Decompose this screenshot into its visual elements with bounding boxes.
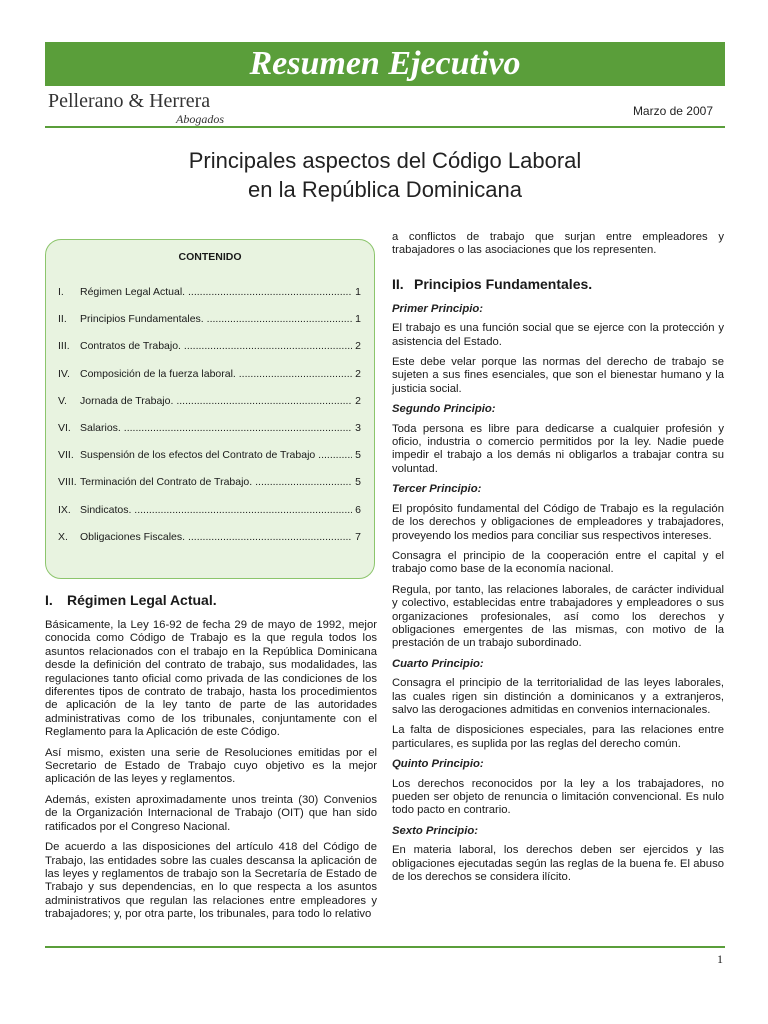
toc-item-page: 7: [355, 530, 361, 543]
section-1-heading: [45, 592, 377, 609]
toc-item-page: 5: [355, 449, 361, 462]
header-banner: [45, 42, 725, 86]
toc-item: [58, 394, 361, 421]
document-title: [45, 146, 725, 204]
toc-item-page: 2: [355, 340, 361, 353]
toc-list: [46, 285, 374, 557]
section-1-number: I.: [45, 592, 53, 608]
principle-title: Cuarto Principio:: [392, 657, 484, 670]
toc-item-label: Terminación del Contrato de Trabajo. .....: [80, 475, 352, 502]
toc-item: [58, 339, 361, 366]
banner-title: Resumen Ejecutivo: [249, 45, 521, 82]
left-column: [45, 592, 377, 929]
toc-item-number: V.: [58, 394, 67, 407]
toc-item-label: Obligaciones Fiscales. .....: [80, 530, 352, 557]
section-2-heading: [392, 276, 724, 293]
toc-item: [58, 530, 361, 557]
toc-item-page: 6: [355, 503, 361, 516]
toc-item-number: III.: [58, 340, 70, 353]
toc-item-number: II.: [58, 313, 67, 326]
title-line-1: Principales aspectos del Código Laboral: [188, 148, 582, 173]
section-1-title: Régimen Legal Actual.: [67, 592, 217, 608]
toc-item: [58, 503, 361, 530]
paragraph: Consagra el principio de la cooperación entre el capital y el trabajo como base de la economía nacional.: [392, 549, 724, 576]
footer-divider: [45, 946, 725, 948]
document-date: Marzo de 2007: [632, 104, 713, 118]
toc-item-page: 1: [355, 313, 361, 326]
toc-item-number: VIII.: [58, 476, 77, 489]
principle-title: Tercer Principio:: [392, 483, 482, 496]
toc-item-number: IX.: [58, 503, 71, 516]
paragraph: El trabajo es una función social que se ejerce con la protección y asistencia del Estado.: [392, 322, 724, 348]
toc-item: [58, 448, 361, 475]
toc-item-label: Jornada de Trabajo. .....: [80, 394, 352, 421]
table-of-contents: [45, 239, 375, 579]
toc-item-number: I.: [58, 286, 64, 298]
principle-title: Quinto Principio:: [392, 758, 484, 771]
toc-item-number: IV.: [58, 367, 70, 380]
toc-item-label: Composición de la fuerza laboral. .....: [80, 367, 352, 394]
toc-item-number: X.: [58, 530, 68, 543]
principle-title: Sexto Principio:: [392, 824, 478, 837]
paragraph: Este debe velar porque las normas del derecho de trabajo se sujeten a sus fines esenciales, que son el bienestar humano y la justicia social.: [392, 356, 724, 395]
toc-item-label: Régimen Legal Actual. .....: [80, 285, 352, 312]
paragraph: Regula, por tanto, las relaciones laborales, de carácter individual y colectivo, establecidas entre trabajadores y empleadores o sus organizaciones profesionales, así como los derechos y obligaciones emergentes de las mismas, con motivo de la prestación de un trabajo subordinado.: [392, 583, 724, 650]
section-2-number: II.: [392, 275, 404, 292]
firm-name: Pellerano & Herrera: [48, 90, 211, 112]
firm-subtitle: Abogados: [176, 112, 224, 126]
paragraph: Básicamente, la Ley 16-92 de fecha 29 de mayo de 1992, mejor conocida como Código de Trabajo es la que regula todos los asuntos relacionados con el trabajo en la República Dominicana desde la definición del contrato de trabajo, sus modalidades, las regulaciones tanto oficial como privada de las condiciones de los diferentes tipos de contrato de trabajo, hasta los procedimientos de aplicación de la ley tanto de parte de las autoridades administrativas como de los tribunales, conjuntamente con el Reglamento para la Aplicación de este Código.: [45, 619, 377, 739]
principle-title: Primer Principio:: [392, 302, 484, 315]
toc-item-label: Principios Fundamentales. .....: [80, 312, 352, 339]
toc-item-label: Suspensión de los efectos del Contrato de Trabajo .....: [80, 448, 352, 475]
paragraph: Además, existen aproximadamente unos treinta (30) Convenios de la Organización Internacional de Trabajo (OIT) que han sido ratificados por el Congreso Nacional.: [45, 793, 377, 833]
toc-item-label: Salarios. .....: [80, 421, 352, 448]
toc-item-label: Sindicatos. .....: [80, 503, 352, 530]
paragraph: En materia laboral, los derechos deben ser ejercidos y las obligaciones ejecutadas según las reglas de la buena fe. El abuso de los derechos se considera ilícito.: [392, 844, 724, 884]
principle-title: Segundo Principio:: [392, 403, 496, 416]
toc-item-page: 2: [355, 367, 361, 380]
section-2-title: Principios Fundamentales.: [414, 275, 593, 292]
toc-item-number: VII.: [58, 449, 74, 462]
paragraph: De acuerdo a las disposiciones del artículo 418 del Código de Trabajo, las entidades sobre las cuales descansa la aplicación de las leyes y reglamentos de trabajo son la Secretaría de Estado de Trabajo y sus dependencias, en lo que respecta a los asuntos administrativos que regulan las relaciones entre empleadores y trabajadores; y, por otra parte, los tribunales, para todo lo relativo: [45, 841, 377, 921]
toc-item: [58, 367, 361, 394]
toc-item: [58, 421, 361, 448]
toc-item-page: 1: [355, 286, 361, 298]
paragraph: Toda persona es libre para dedicarse a cualquier profesión y oficio, industria o comercio permitidos por la ley. Nadie puede impedir el trabajo a los demás ni obligarlos a trabajar contra su voluntad.: [392, 422, 724, 475]
title-line-2: en la República Dominicana: [248, 177, 522, 202]
paragraph: Los derechos reconocidos por la ley a los trabajadores, no pueden ser objeto de renuncia o limitación convencional. Es nulo todo pacto en contrario.: [392, 777, 724, 817]
paragraph: El propósito fundamental del Código de Trabajo es la regulación de los derechos y obligaciones de empleadores y trabajadores, proveyendo los medios para conciliar sus respectivos intereses.: [392, 502, 724, 542]
toc-item: [58, 475, 361, 502]
toc-item: [58, 285, 361, 312]
toc-item-page: 5: [355, 476, 361, 489]
paragraph: Consagra el principio de la territorialidad de las leyes laborales, las cuales rigen sin distinción a dominicanos y a extranjeros, salvo las derogaciones admitidas en convenios internacionales.: [392, 677, 724, 716]
header-divider: [45, 126, 725, 128]
toc-item: [58, 312, 361, 339]
paragraph: La falta de disposiciones especiales, para las relaciones entre particulares, es suplida por las reglas del derecho común.: [392, 724, 724, 750]
toc-item-label: Contratos de Trabajo. .....: [80, 339, 352, 366]
firm-logo: [48, 90, 224, 126]
principles-list: [392, 303, 724, 885]
toc-item-page: 2: [355, 394, 361, 407]
right-column: [392, 231, 724, 891]
paragraph: Así mismo, existen una serie de Resoluciones emitidas por el Secretario de Estado de Trabajo cuyo objetivo es la mejor aplicación de las leyes y reglamentos.: [45, 746, 377, 786]
paragraph: a conflictos de trabajo que surjan entre empleadores y trabajadores o las asociaciones que los representen.: [392, 231, 724, 257]
toc-item-number: VI.: [58, 421, 71, 434]
toc-item-page: 3: [355, 421, 361, 434]
page-number: 1: [717, 952, 723, 966]
toc-heading: CONTENIDO: [178, 251, 242, 263]
